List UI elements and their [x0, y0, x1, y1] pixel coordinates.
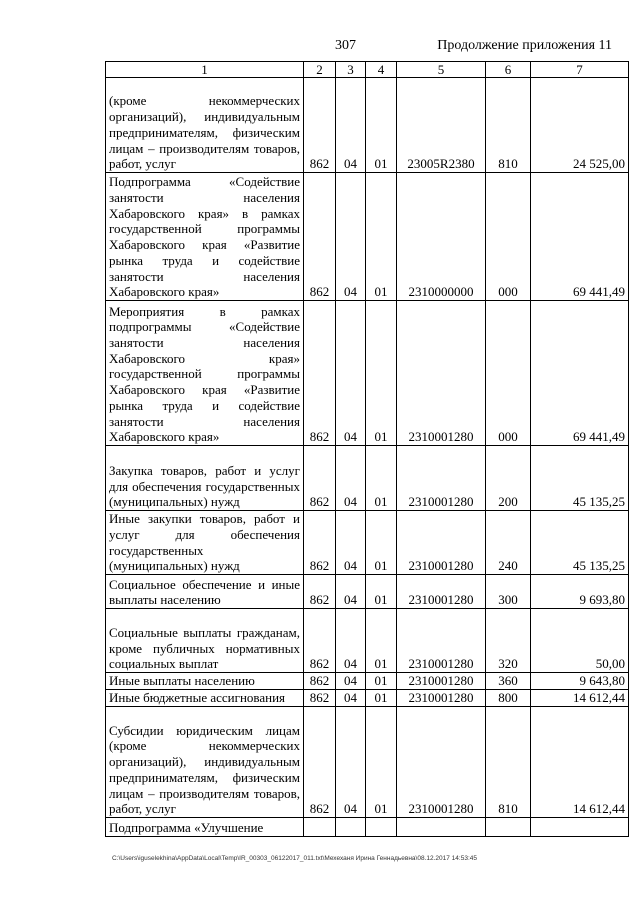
- row-name: Мероприятия в рамках подпрограммы «Содействие занятости населения Хабаровского края» государственной программы Хабаровского края «Развитие рынка труда и содействие занятости населения Хабаровского края»: [106, 301, 304, 446]
- row-name: Иные выплаты населению: [106, 673, 304, 690]
- table-row: [106, 78, 629, 173]
- cell-section: 04: [336, 690, 366, 707]
- cell-section: 04: [336, 78, 366, 173]
- cell-section: 04: [336, 511, 366, 575]
- cell-expense-type: 300: [486, 575, 531, 609]
- table-row: [106, 446, 629, 511]
- cell-subsection: 01: [366, 446, 397, 511]
- cell-amount: 24 525,00: [531, 78, 629, 173]
- cell-subsection: 01: [366, 575, 397, 609]
- cell-ministry: [304, 818, 336, 837]
- cell-ministry: 862: [304, 673, 336, 690]
- cell-target-article: 2310001280: [397, 301, 486, 446]
- cell-amount: 69 441,49: [531, 301, 629, 446]
- cell-ministry: 862: [304, 511, 336, 575]
- cell-subsection: 01: [366, 511, 397, 575]
- cell-ministry: 862: [304, 690, 336, 707]
- cell-expense-type: 000: [486, 173, 531, 301]
- table-row: [106, 511, 629, 575]
- table-row: [106, 673, 629, 690]
- table-row: [106, 690, 629, 707]
- row-name: Закупка товаров, работ и услуг для обеспечения государственных (муниципальных) нужд: [106, 446, 304, 511]
- column-header: 5: [397, 62, 486, 78]
- table-row: [106, 818, 629, 837]
- file-path-footer: C:\Users\iguselekhina\AppData\Local\Temp\IR_00303_06122017_011.txt\Мехеханя Ирина Геннадьевна\08.12.2017 14:53:45: [112, 855, 477, 862]
- column-header: 2: [304, 62, 336, 78]
- row-name: Подпрограмма «Улучшение: [106, 818, 304, 837]
- cell-amount: 14 612,44: [531, 707, 629, 818]
- cell-section: 04: [336, 446, 366, 511]
- cell-expense-type: 320: [486, 609, 531, 673]
- cell-ministry: 862: [304, 609, 336, 673]
- cell-section: 04: [336, 301, 366, 446]
- cell-subsection: 01: [366, 690, 397, 707]
- cell-ministry: 862: [304, 173, 336, 301]
- table-row: [106, 301, 629, 446]
- cell-section: 04: [336, 609, 366, 673]
- cell-target-article: 2310001280: [397, 511, 486, 575]
- cell-subsection: 01: [366, 673, 397, 690]
- cell-expense-type: 200: [486, 446, 531, 511]
- row-name: Подпрограмма «Содействие занятости населения Хабаровского края» в рамках государственной программы Хабаровского края «Развитие рынка труда и содействие занятости населения Хабаровского края»: [106, 173, 304, 301]
- cell-section: 04: [336, 673, 366, 690]
- budget-table: [105, 61, 629, 837]
- cell-amount: 50,00: [531, 609, 629, 673]
- page-number: 307: [335, 38, 356, 53]
- cell-section: 04: [336, 575, 366, 609]
- cell-expense-type: 000: [486, 301, 531, 446]
- cell-target-article: 2310000000: [397, 173, 486, 301]
- cell-ministry: 862: [304, 446, 336, 511]
- column-header: 7: [531, 62, 629, 78]
- table-row: [106, 609, 629, 673]
- cell-expense-type: 240: [486, 511, 531, 575]
- cell-amount: 9 643,80: [531, 673, 629, 690]
- cell-amount: [531, 818, 629, 837]
- cell-amount: 69 441,49: [531, 173, 629, 301]
- cell-amount: 45 135,25: [531, 446, 629, 511]
- cell-target-article: 2310001280: [397, 575, 486, 609]
- cell-target-article: 2310001280: [397, 673, 486, 690]
- cell-subsection: 01: [366, 609, 397, 673]
- cell-subsection: 01: [366, 173, 397, 301]
- cell-expense-type: 810: [486, 78, 531, 173]
- cell-expense-type: 360: [486, 673, 531, 690]
- cell-section: 04: [336, 707, 366, 818]
- table-row: [106, 575, 629, 609]
- table-row: [106, 707, 629, 818]
- row-name: (кроме некоммерческих организаций), индивидуальным предпринимателям, физическим лицам – производителям товаров, работ, услуг: [106, 78, 304, 173]
- cell-amount: 9 693,80: [531, 575, 629, 609]
- cell-target-article: 2310001280: [397, 609, 486, 673]
- cell-amount: 14 612,44: [531, 690, 629, 707]
- cell-subsection: 01: [366, 301, 397, 446]
- column-header: 6: [486, 62, 531, 78]
- cell-section: 04: [336, 173, 366, 301]
- cell-ministry: 862: [304, 575, 336, 609]
- cell-expense-type: 800: [486, 690, 531, 707]
- table-row: [106, 173, 629, 301]
- row-name: Субсидии юридическим лицам (кроме некоммерческих организаций), индивидуальным предпринимателям, физическим лицам – производителям товаров, работ, услуг: [106, 707, 304, 818]
- cell-target-article: [397, 818, 486, 837]
- column-header: 3: [336, 62, 366, 78]
- cell-target-article: 23005R2380: [397, 78, 486, 173]
- cell-target-article: 2310001280: [397, 707, 486, 818]
- cell-ministry: 862: [304, 78, 336, 173]
- cell-section: [336, 818, 366, 837]
- continuation-label: Продолжение приложения 11: [437, 38, 612, 53]
- column-header: 1: [106, 62, 304, 78]
- cell-ministry: 862: [304, 301, 336, 446]
- cell-expense-type: [486, 818, 531, 837]
- row-name: Социальное обеспечение и иные выплаты населению: [106, 575, 304, 609]
- cell-subsection: [366, 818, 397, 837]
- row-name: Иные закупки товаров, работ и услуг для обеспечения государственных (муниципальных) нужд: [106, 511, 304, 575]
- table-header-row: [106, 62, 629, 78]
- cell-target-article: 2310001280: [397, 446, 486, 511]
- cell-amount: 45 135,25: [531, 511, 629, 575]
- column-header: 4: [366, 62, 397, 78]
- cell-expense-type: 810: [486, 707, 531, 818]
- row-name: Социальные выплаты гражданам, кроме публичных нормативных социальных выплат: [106, 609, 304, 673]
- cell-subsection: 01: [366, 707, 397, 818]
- row-name: Иные бюджетные ассигнования: [106, 690, 304, 707]
- cell-target-article: 2310001280: [397, 690, 486, 707]
- cell-ministry: 862: [304, 707, 336, 818]
- cell-subsection: 01: [366, 78, 397, 173]
